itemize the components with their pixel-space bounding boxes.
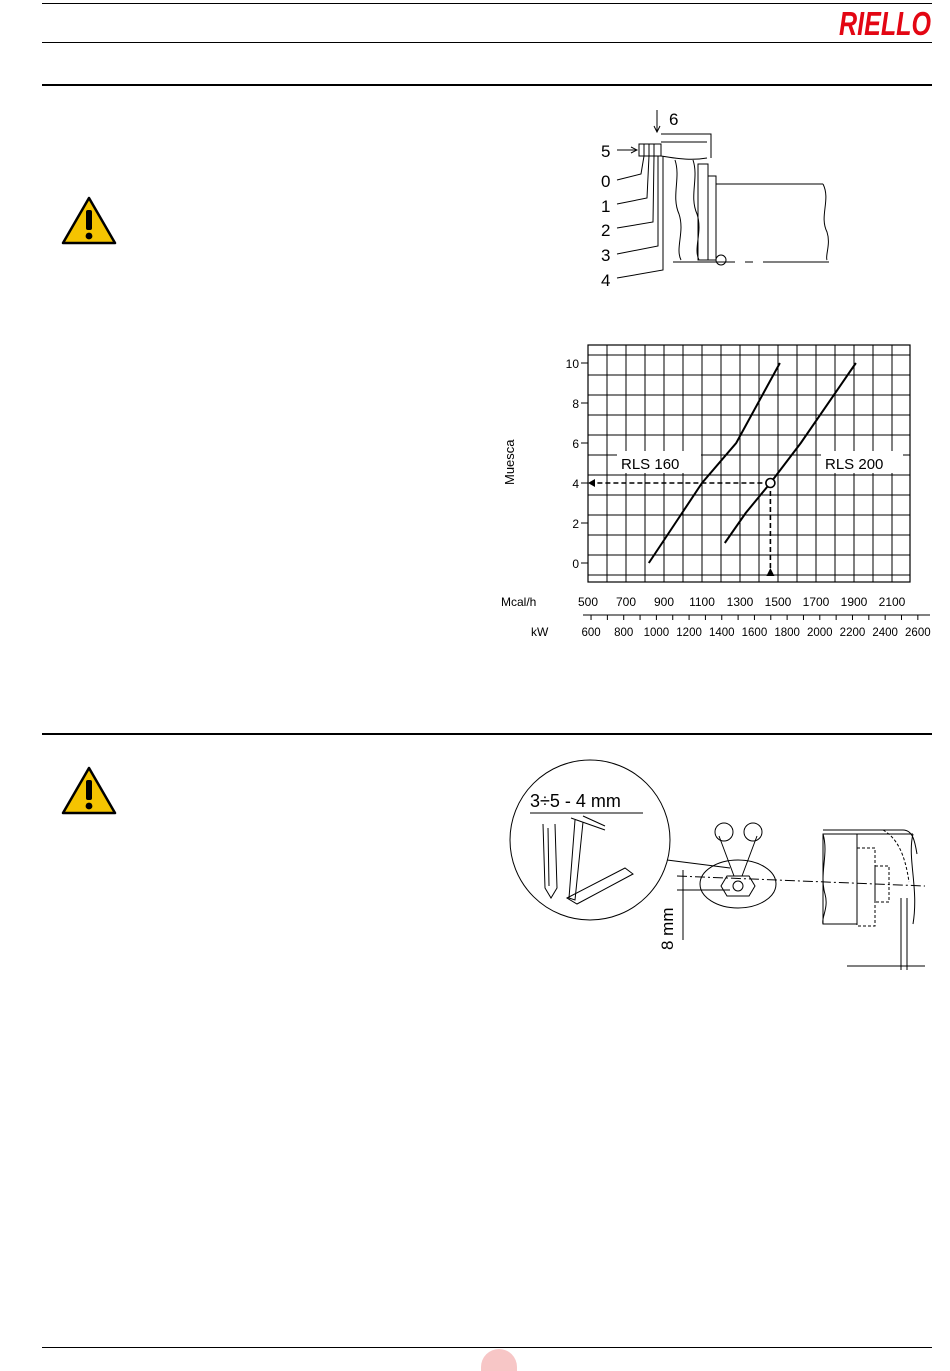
x-tick-label-mcal: 700	[615, 595, 637, 609]
callout-2: 2	[601, 221, 611, 240]
y-tick-label: 4	[572, 477, 579, 491]
x-tick-label-kw: 1000	[643, 627, 670, 639]
x-tick-label-mcal: 1100	[689, 595, 715, 609]
notch-vs-output-chart	[495, 335, 940, 645]
section-rule-2	[42, 733, 932, 735]
example-point-marker	[766, 479, 775, 488]
warning-triangle-icon	[61, 196, 117, 246]
x-tick-label-kw: 600	[581, 627, 601, 639]
x-tick-label-mcal: 1300	[726, 595, 754, 609]
y-tick-label: 2	[572, 517, 579, 531]
x-tick-label-kw: 800	[614, 627, 634, 639]
footer-rule	[42, 1347, 932, 1348]
x-tick-label-kw: 1800	[774, 627, 800, 639]
x-tick-label-kw: 2400	[872, 627, 898, 639]
callout-3: 3	[601, 246, 611, 265]
x-tick-label-mcal: 2100	[878, 595, 906, 609]
x-tick-label-kw: 1600	[741, 627, 768, 639]
series-label-rls200: RLS 200	[825, 456, 884, 473]
x-tick-label-mcal: 500	[577, 595, 599, 609]
y-axis-label: Muesca	[502, 439, 517, 485]
x-axis-mcal-label: Mcal/h	[501, 595, 537, 609]
x-axis-mcal-tick-labels	[578, 595, 906, 609]
riello-logo	[838, 5, 933, 41]
x-tick-label-mcal: 1700	[802, 595, 830, 609]
x-tick-label-kw: 1400	[708, 627, 735, 639]
x-axis-kw-tick-labels	[581, 615, 930, 639]
series-label-rls160: RLS 160	[621, 456, 680, 473]
gap-dimension-label: 3÷5 - 4 mm	[530, 791, 621, 811]
x-tick-label-kw: 1200	[676, 627, 702, 639]
x-tick-label-mcal: 1900	[840, 595, 868, 609]
callout-0: 0	[601, 172, 611, 191]
section-rule-1	[42, 84, 932, 86]
y-tick-label: 8	[572, 397, 579, 411]
arrow-up-icon	[766, 568, 774, 576]
x-tick-label-kw: 2200	[839, 627, 866, 639]
x-tick-label-mcal: 900	[653, 595, 675, 609]
callout-6: 6	[669, 110, 679, 129]
page-number-marker	[481, 1349, 517, 1371]
x-tick-label-kw: 2600	[905, 627, 931, 639]
x-axis-kw-label: kW	[531, 625, 549, 639]
y-tick-label: 0	[572, 557, 579, 571]
x-tick-label-mcal: 1500	[764, 595, 792, 609]
callout-5: 5	[601, 142, 611, 161]
callout-4: 4	[601, 271, 611, 290]
y-axis-tick-labels	[566, 357, 588, 571]
arrow-left-icon	[588, 479, 595, 487]
height-dimension-label: 8 mm	[658, 907, 677, 950]
y-tick-label: 6	[572, 437, 579, 451]
adjustment-position-figure	[595, 108, 835, 290]
brand-wordmark: RIELLO	[839, 5, 932, 42]
electrode-gap-figure	[505, 758, 935, 973]
header-rule	[42, 42, 932, 43]
top-rule	[42, 3, 932, 4]
callout-1: 1	[601, 197, 611, 216]
x-tick-label-kw: 2000	[807, 627, 833, 639]
warning-triangle-icon	[61, 766, 117, 816]
y-tick-label: 10	[565, 357, 579, 371]
